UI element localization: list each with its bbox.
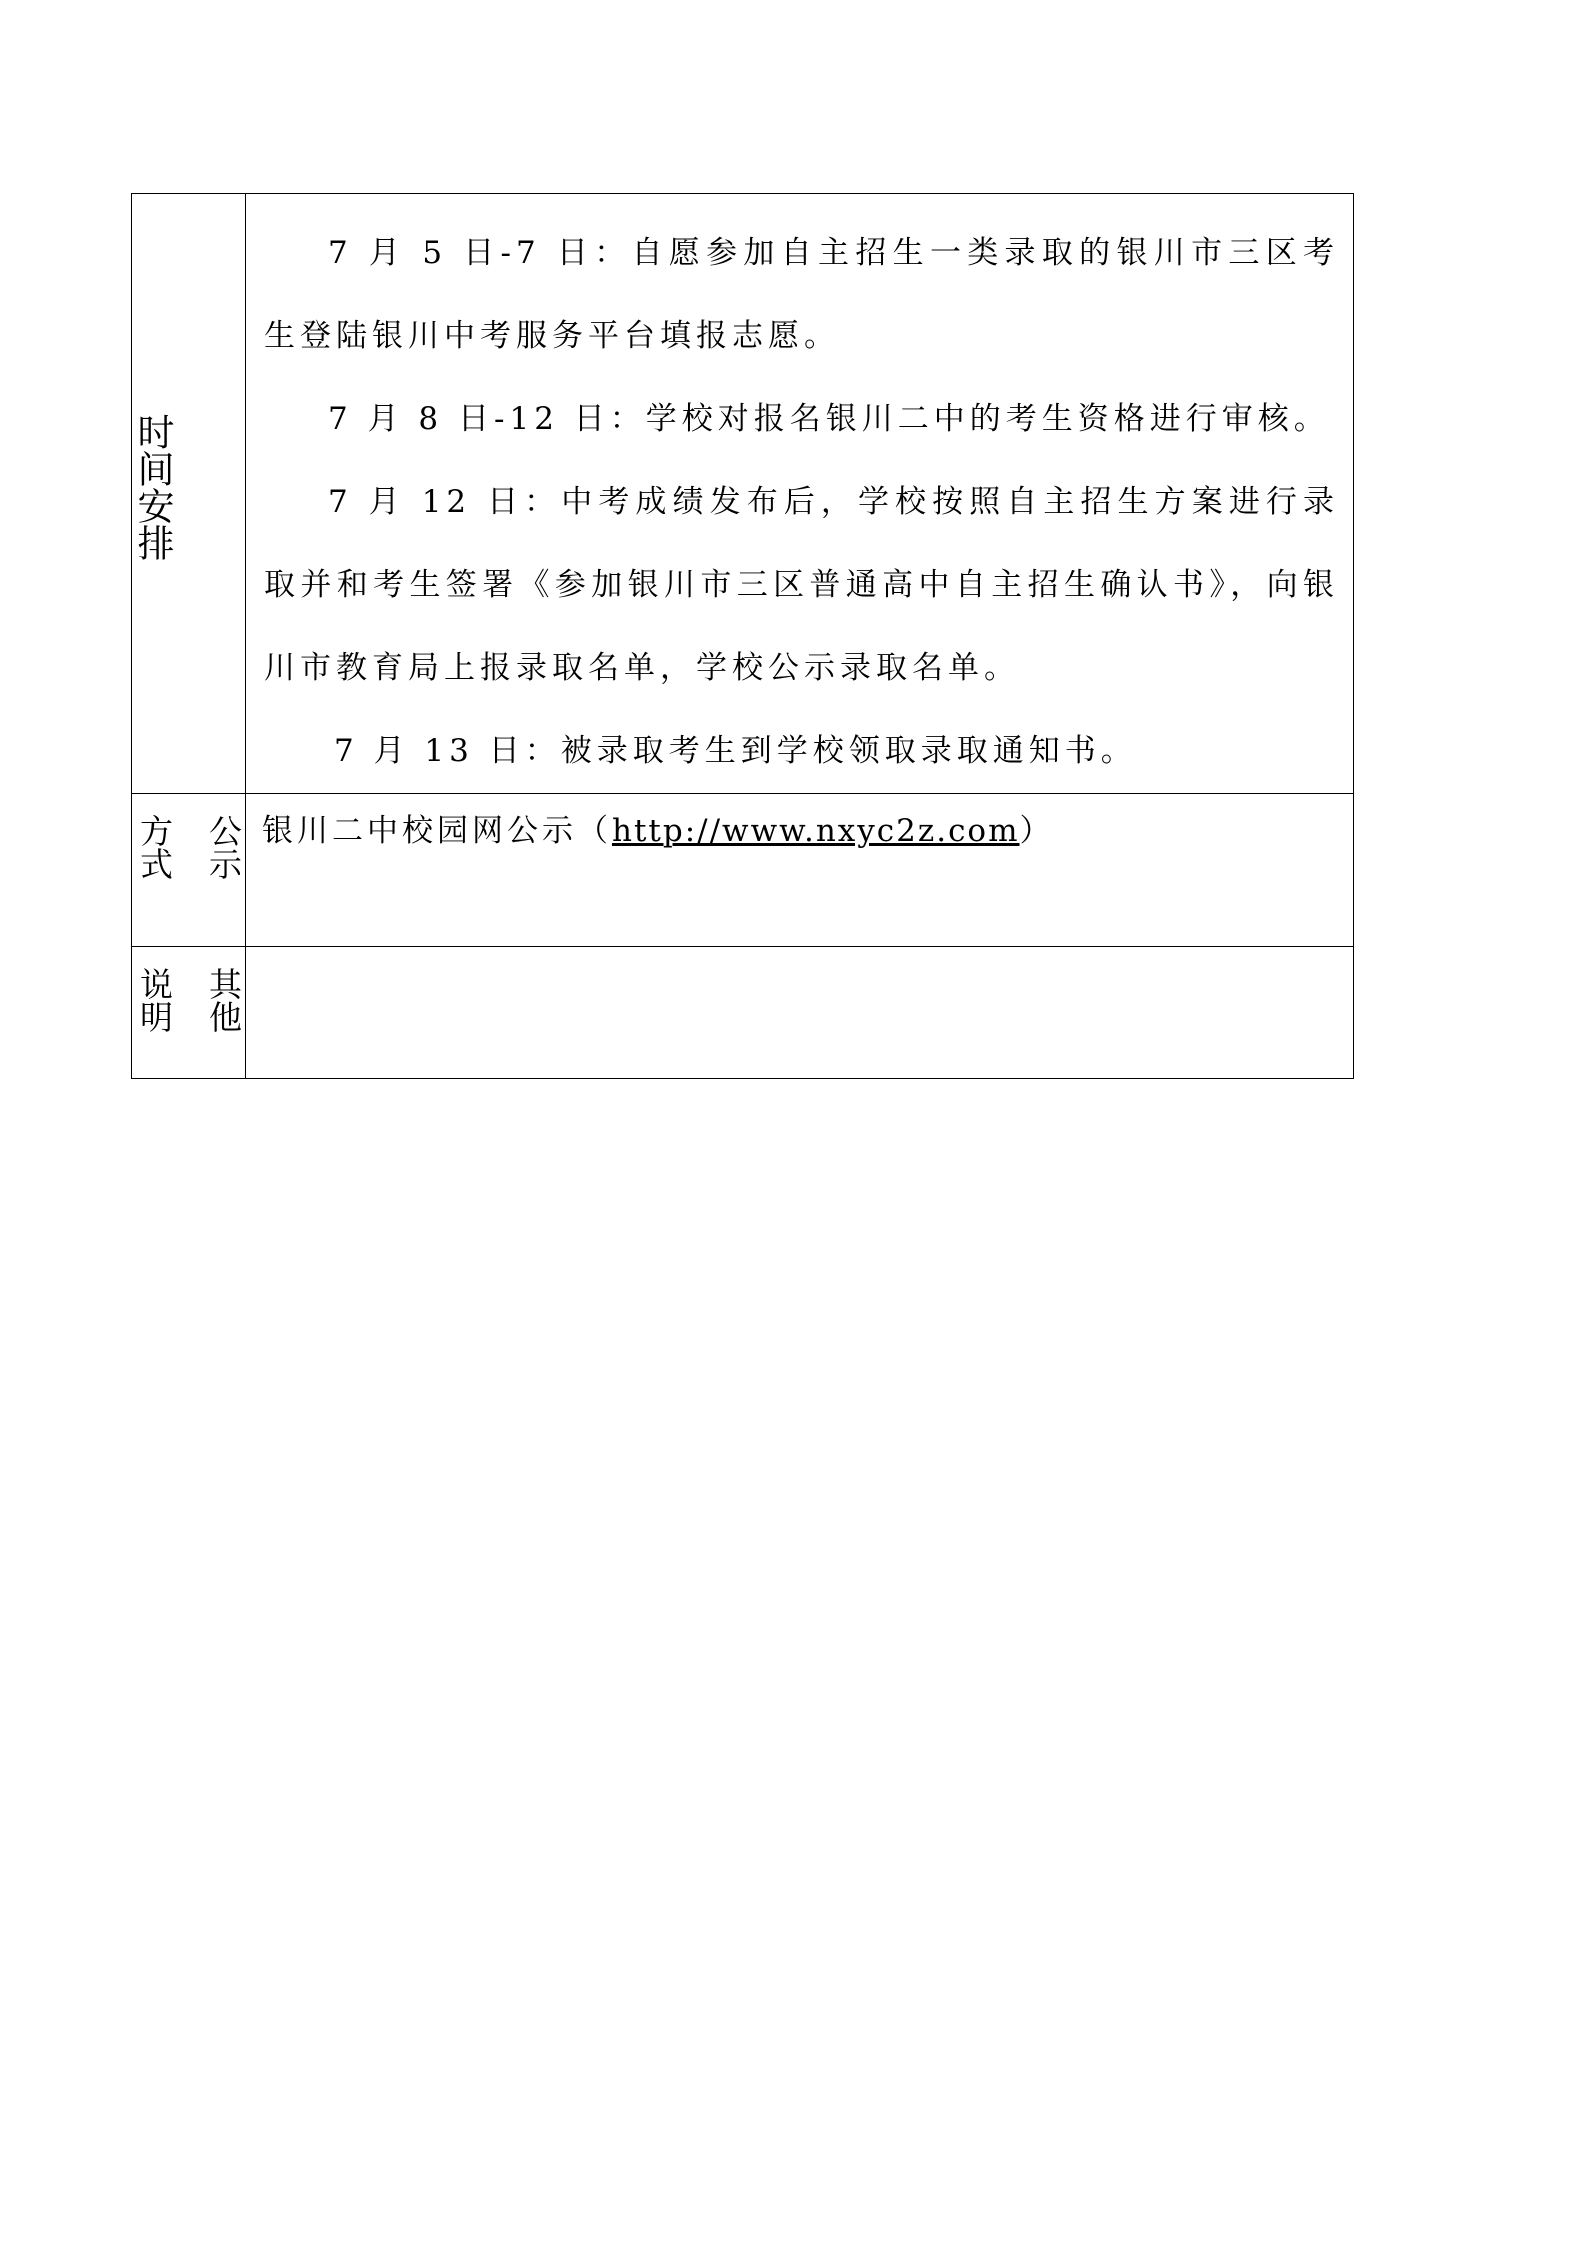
publicity-row: [132, 794, 1354, 947]
schedule-content-cell: [246, 194, 1354, 794]
publicity-label-left: 方式: [135, 814, 174, 880]
other-label: [132, 947, 245, 1078]
publicity-label-cell: [132, 794, 246, 947]
schedule-item-4: 7 月 13 日：被录取考生到学校领取录取通知书。: [334, 733, 1137, 769]
other-notes-row: [132, 947, 1354, 1079]
other-label-cell: [132, 947, 246, 1079]
publicity-content-cell: [246, 794, 1354, 947]
other-notes-content-cell: [246, 947, 1354, 1079]
publicity-label: [132, 794, 245, 946]
publicity-label-right: 公示: [204, 814, 243, 880]
other-label-right: 其他: [204, 967, 243, 1033]
publicity-text-prefix: 银川二中校园网公示（: [262, 813, 612, 849]
schedule-item-3: 7 月 12 日：中考成绩发布后，学校按照自主招生方案进行录取并和考生签署《参加银川市三区普通高中自主招生确认书》，向银川市教育局上报录取名单，学校公示录取名单。: [264, 484, 1339, 686]
school-website-link[interactable]: http://www.nxyc2z.com: [612, 813, 1020, 849]
other-label-left: 说明: [135, 967, 174, 1033]
schedule-label-cell: [132, 194, 246, 794]
publicity-text-suffix: ）: [1019, 813, 1055, 849]
schedule-row: [132, 194, 1354, 794]
schedule-item-1: 7 月 5 日-7 日：自愿参加自主招生一类录取的银川市三区考生登陆银川中考服务平台填报志愿。: [264, 235, 1339, 354]
schedule-item-2: 7 月 8 日-12 日：学校对报名银川二中的考生资格进行审核。: [328, 401, 1330, 437]
schedule-label: 时间安排: [131, 413, 174, 561]
enrollment-info-table: [131, 193, 1354, 1079]
